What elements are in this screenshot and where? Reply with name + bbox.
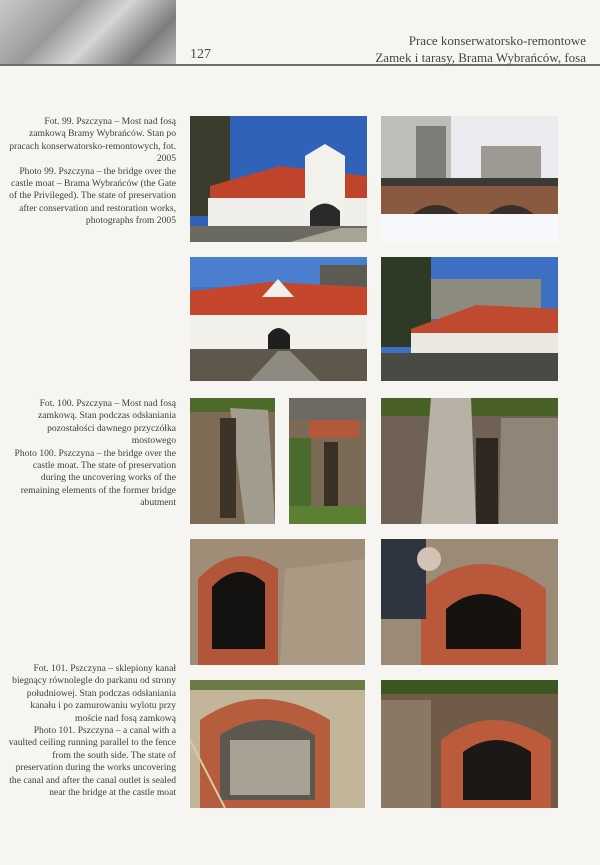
running-header [375,32,586,66]
page-number: 127 [190,47,211,62]
photo-canal-vault-1 [190,539,365,665]
photo-gate-bridge-winter [381,116,558,242]
caption-fot-99-en: Photo 99. Pszczyna – the bridge over the castle moat – Brama Wybrańców (the Gate of the Privileged). The state of preservation after conservation and restoration works, photographs from 2005 [9,165,176,227]
photo-abutment-trench-2 [289,398,366,524]
photo-canal-outlet [381,680,558,808]
photo-canal-vault-inspection [381,539,558,665]
caption-fot-100-en: Photo 100. Pszczyna – the bridge over the castle moat. The state of preservation during the uncovering works of the remaining elements of the former bridge abutment [14,447,176,509]
running-header-line2: Zamek i tarasy, Brama Wybrańców, fosa [375,50,586,65]
running-header-line1: Prace konserwatorsko-remontowe [408,33,586,48]
caption-fot-101-en: Photo 101. Pszczyna – a canal with a vaulted ceiling running parallel to the fence from the south side. The state of preservation during the works uncovering the canal and after the canal outlet is sealed near the bridge at the castle moat [8,725,176,799]
photo-abutment-wall [381,398,558,524]
caption-fot-100-pl: Fot. 100. Pszczyna – Most nad fosą zamkową. Stan podczas odsłaniania pozostałości dawnego przyczółka mostowego [38,398,176,447]
caption-fot-100 [6,398,176,510]
caption-fot-99-pl: Fot. 99. Pszczyna – Most nad fosą zamkową Bramy Wybrańców. Stan po pracach konserwatorsko-remontowych, fot. 2005 [9,116,176,165]
photo-canal-sealed [190,680,365,808]
caption-fot-101-pl: Fot. 101. Pszczyna – sklepiony kanał biegnący równolegle do parkanu od strony południowej. Stan podczas odsłaniania kanału i po zamurowaniu wylotu przy moście nad fosą zamkową [12,663,176,724]
caption-fot-99 [6,116,176,228]
photo-gate-distant [381,257,558,381]
photo-gate-bridge-1 [190,116,367,242]
photo-abutment-trench-1 [190,398,275,524]
decorative-stucco-image [0,0,176,64]
photo-gate-front [190,257,367,381]
caption-fot-101 [6,663,176,799]
